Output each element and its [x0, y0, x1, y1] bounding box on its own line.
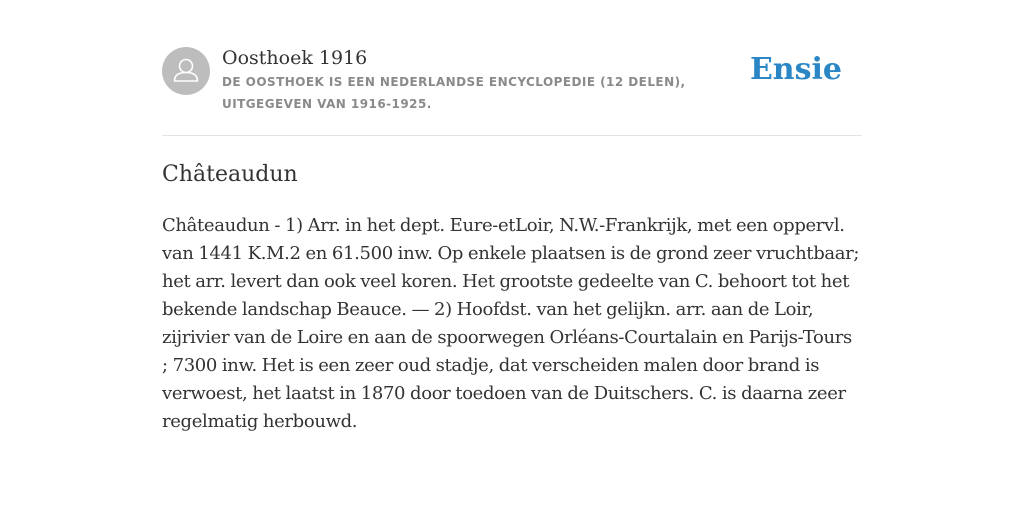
user-icon [162, 47, 210, 95]
source-header [162, 46, 862, 118]
source-title[interactable]: Oosthoek 1916 [222, 47, 368, 69]
source-description: DE OOSTHOEK IS EEN NEDERLANDSE ENCYCLOPEDIE (12 DELEN), UITGEGEVEN VAN 1916-1925. [222, 75, 686, 111]
source-avatar[interactable] [162, 47, 210, 95]
brand-logo[interactable]: Ensie [749, 52, 842, 87]
entry-body: Châteaudun - 1) Arr. in het dept. Eure-etLoir, N.W.-Frankrijk, met een oppervl. van 1441 K.M.2 en 61.500 inw. Op enkele plaatsen is de grond zeer vruchtbaar; het arr. levert dan ook veel koren. Het grootste gedeelte van C. behoort tot het bekende landschap Beauce. — 2) Hoofdst. van het gelijkn. arr. aan de Loir, zijrivier van de Loire en aan de spoorwegen Orléans-Courtalain en Parijs-Tours ; 7300 inw. Het is een zeer oud stadje, dat verscheiden malen door brand is verwoest, het laatst in 1870 door toedoen van de Duitschers. C. is daarna zeer regelmatig herbouwd. [162, 215, 860, 432]
header-divider [162, 135, 862, 136]
entry-title: Châteaudun [162, 162, 298, 187]
